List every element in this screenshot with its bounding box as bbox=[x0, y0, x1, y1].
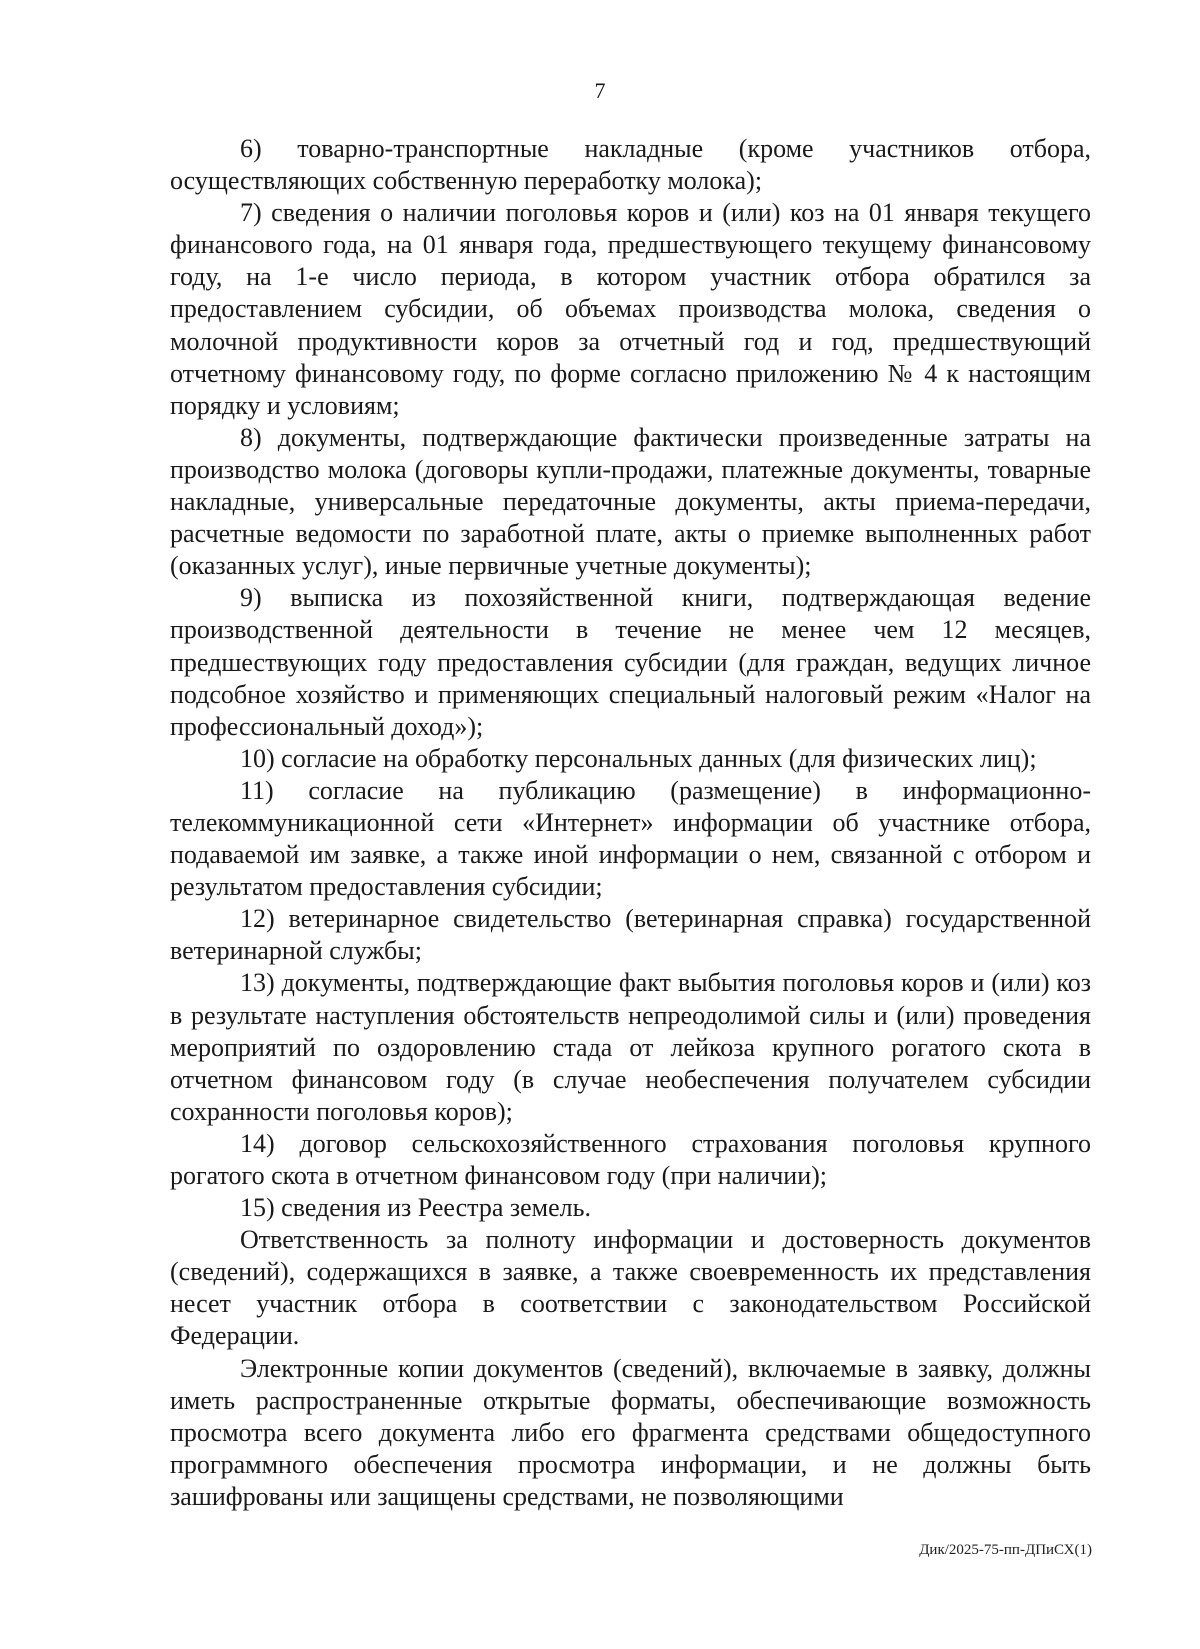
paragraph-item-15: 15) сведения из Реестра земель. bbox=[240, 1193, 591, 1223]
paragraph-item-12: 12) ветеринарное свидетельство (ветеринарная справка) государственной ветеринарной службы; bbox=[170, 904, 1091, 966]
paragraph-item-11: 11) согласие на публикацию (размещение) в информационно-телекоммуникационной сети «Интернет» информации об участнике отбора, подаваемой им заявке, а также иной информации о нем, связанной с отбором и результатом предоставления субсидии; bbox=[170, 775, 1091, 902]
paragraph-responsibility: Ответственность за полноту информации и достоверность документов (сведений), содержащихся в заявке, а также своевременность их представления несет участник отбора в соответствии с законодательством Российской Федерации. bbox=[170, 1225, 1091, 1351]
paragraph-item-6: 6) товарно-транспортные накладные (кроме участников отбора, осуществляющих собственную переработку молока); bbox=[170, 134, 1091, 196]
paragraph-electronic-copies: Электронные копии документов (сведений), включаемые в заявку, должны иметь распространенные открытые форматы, обеспечивающие возможность просмотра всего документа либо его фрагмента средствами общедоступного программного обеспечения просмотра информации, и не должны быть зашифрованы или защищены средствами, не позволяющими bbox=[170, 1353, 1091, 1511]
paragraph-item-10: 10) согласие на обработку персональных данных (для физических лиц); bbox=[240, 743, 1037, 773]
document-footer-code: Дик/2025-75-пп-ДПиСХ(1) bbox=[919, 1542, 1092, 1558]
paragraph-item-7: 7) сведения о наличии поголовья коров и (или) коз на 01 января текущего финансового года, на 01 января года, предшествующего текущему финансовому году, на 1-е число периода, в котором участник отбора обратился за предоставлением субсидии, об объемах производства молока, сведения о молочной продуктивности коров за отчетный год и год, предшествующий отчетному финансовому году, по форме согласно приложению № 4 к настоящим порядку и условиям; bbox=[170, 198, 1091, 420]
paragraph-item-14: 14) договор сельскохозяйственного страхования поголовья крупного рогатого скота в отчетном финансовом году (при наличии); bbox=[170, 1128, 1091, 1190]
page-number: 7 bbox=[594, 78, 606, 103]
paragraph-item-8: 8) документы, подтверждающие фактически произведенные затраты на производство молока (договоры купли-продажи, платежные документы, товарные накладные, универсальные передаточные документы, акты приема-передачи, расчетные ведомости по заработной плате, акты о приемке выполненных работ (оказанных услуг), иные первичные учетные документы); bbox=[170, 422, 1091, 581]
document-body bbox=[170, 133, 1091, 1513]
paragraph-item-13: 13) документы, подтверждающие факт выбытия поголовья коров и (или) коз в результате наступления обстоятельств непреодолимой силы и (или) проведения мероприятий по оздоровлению стада от лейкоза крупного рогатого скота в отчетном финансовом году (в случае необеспечения получателем субсидии сохранности поголовья коров); bbox=[170, 968, 1091, 1126]
paragraph-item-9: 9) выписка из похозяйственной книги, подтверждающая ведение производственной деятельности в течение не менее чем 12 месяцев, предшествующих году предоставления субсидии (для граждан, ведущих личное подсобное хозяйство и применяющих специальный налоговый режим «Налог на профессиональный доход»); bbox=[170, 583, 1091, 741]
